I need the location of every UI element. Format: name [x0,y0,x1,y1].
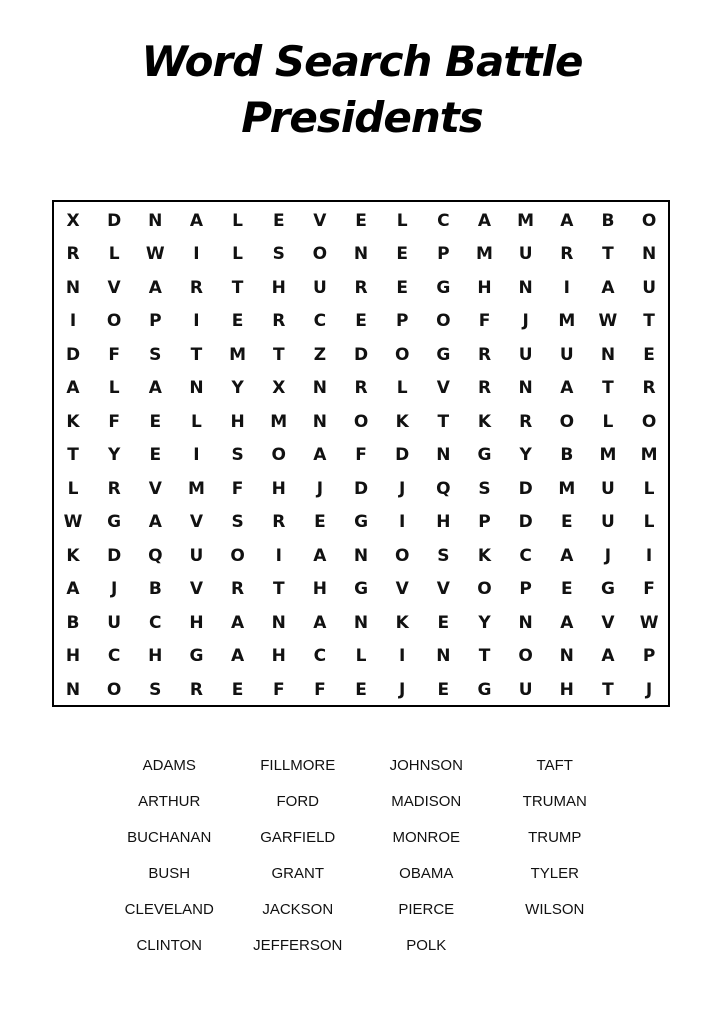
grid-letter[interactable]: D [353,344,369,365]
grid-letter[interactable]: K [477,411,492,432]
word-list-item: GARFIELD [260,829,336,846]
word-list-item: CLINTON [136,937,203,954]
word-list-item: TRUMP [528,829,582,846]
grid-letter[interactable]: V [189,512,204,532]
grid-letter[interactable]: H [148,646,163,666]
grid-letter[interactable]: Q [436,478,451,499]
grid-letter[interactable]: J [399,679,406,700]
grid-letter[interactable]: L [396,378,408,398]
grid-letter[interactable]: A [560,378,574,398]
grid-letter[interactable]: A [313,445,327,465]
word-list-item: PIERCE [398,901,455,918]
grid-letter[interactable]: N [65,277,81,298]
grid-letter[interactable]: N [518,378,533,398]
grid-letter[interactable]: P [642,646,656,666]
grid-letter[interactable]: L [191,411,202,432]
grid-letter[interactable]: A [560,210,574,231]
grid-letter[interactable]: P [149,311,162,331]
grid-letter[interactable]: E [560,512,573,532]
grid-letter[interactable]: L [396,210,408,231]
page-title [0,34,724,146]
grid-letter[interactable]: A [560,612,574,633]
grid-letter[interactable]: H [271,646,286,666]
grid-letter[interactable]: M [558,478,576,499]
grid-letter[interactable]: N [65,679,81,700]
grid-letter[interactable]: W [639,612,659,633]
grid-letter[interactable]: O [518,646,533,666]
grid-letter[interactable]: A [148,378,162,398]
grid-letter[interactable]: V [189,579,204,599]
grid-letter[interactable]: T [272,344,285,365]
grid-letter[interactable]: O [559,411,575,432]
grid-letter[interactable]: V [395,579,409,599]
grid-letter[interactable]: S [149,679,162,700]
word-list-item: FILLMORE [260,757,336,774]
grid-letter[interactable]: E [396,244,408,264]
grid-letter[interactable]: B [601,210,615,231]
grid-letter[interactable]: A [477,210,492,231]
word-list-item: FORD [276,793,319,810]
grid-letter[interactable]: L [643,512,655,532]
grid-letter[interactable]: H [65,646,81,666]
grid-letter[interactable]: D [518,512,533,532]
grid-letter[interactable]: E [355,679,367,700]
grid-letter[interactable]: V [313,210,327,231]
grid-letter[interactable]: U [601,512,615,532]
grid-letter[interactable]: L [232,210,244,231]
grid-letter[interactable]: O [312,244,328,264]
grid-letter[interactable]: N [641,244,657,264]
grid-letter[interactable]: F [272,679,285,700]
grid-letter[interactable]: Y [478,612,491,633]
word-list-item [491,928,620,964]
grid-letter[interactable]: I [399,646,406,666]
grid-letter[interactable]: G [436,277,451,298]
grid-letter[interactable]: J [316,478,324,499]
grid-letter[interactable]: T [231,277,244,298]
grid-letter[interactable]: D [395,445,410,465]
grid-letter[interactable]: R [477,378,492,398]
grid-letter[interactable]: P [395,311,409,331]
grid-letter[interactable]: L [602,411,614,432]
grid-letter[interactable]: U [642,277,656,298]
grid-letter[interactable]: O [106,679,122,700]
word-list-item: OBAMA [399,865,454,882]
grid-letter[interactable]: I [193,311,200,331]
grid-letter[interactable]: T [272,579,285,599]
word-list-item: TYLER [530,865,579,882]
word-list-item: GRANT [271,865,324,882]
grid-letter[interactable]: G [436,344,451,365]
grid-letter[interactable]: W [598,311,618,331]
grid-letter[interactable]: E [314,512,326,532]
grid-letter[interactable]: E [149,445,162,465]
grid-letter[interactable]: O [394,545,410,566]
word-list-item: BUSH [148,865,191,882]
grid-letter[interactable]: F [355,445,367,465]
grid-letter[interactable]: P [519,579,532,599]
grid-letter[interactable]: S [478,478,491,499]
grid-letter[interactable]: R [272,512,286,532]
grid-letter[interactable]: G [477,679,492,700]
grid-letter[interactable]: D [107,210,122,231]
grid-letter[interactable]: O [641,210,657,231]
grid-letter[interactable]: T [602,244,614,264]
grid-letter[interactable]: H [436,512,451,532]
grid-letter[interactable]: H [559,679,574,700]
grid-letter[interactable]: Y [231,378,244,398]
grid-letter[interactable]: I [275,545,282,566]
grid-letter[interactable]: J [399,478,406,499]
grid-letter[interactable]: B [148,579,162,599]
grid-letter[interactable]: E [643,344,655,365]
grid-letter[interactable]: L [108,244,120,264]
grid-letter[interactable]: E [437,679,450,700]
grid-letter[interactable]: A [148,277,162,298]
grid-letter[interactable]: E [231,679,244,700]
grid-letter[interactable]: U [107,612,122,633]
title-line-1: Word Search Battle [141,37,583,86]
grid-letter[interactable]: M [229,344,247,365]
grid-letter[interactable]: T [643,311,655,331]
grid-letter[interactable]: O [641,411,657,432]
grid-letter[interactable]: G [189,646,204,666]
grid-letter[interactable]: R [189,679,203,700]
grid-letter[interactable]: N [148,210,163,231]
grid-letter[interactable]: E [231,311,244,331]
grid-letter[interactable]: A [231,646,245,666]
grid-letter[interactable]: F [108,411,120,432]
grid-letter[interactable]: C [313,311,327,331]
grid-letter[interactable]: D [65,344,81,365]
grid-letter[interactable]: X [272,378,286,398]
grid-letter[interactable]: O [353,411,369,432]
grid-letter[interactable]: H [312,579,327,599]
grid-letter[interactable]: I [645,545,653,566]
grid-letter[interactable]: S [231,445,244,465]
grid-letter[interactable]: R [354,378,368,398]
title-line-2: Presidents [241,93,483,142]
grid-letter[interactable]: V [436,579,450,599]
grid-letter[interactable]: A [66,579,80,599]
grid-letter[interactable]: J [604,545,612,566]
grid-letter[interactable]: L [232,244,244,264]
grid-letter[interactable]: Y [519,445,532,465]
grid-letter[interactable]: E [272,210,285,231]
word-list-item: TAFT [536,757,573,774]
grid-letter[interactable]: G [477,445,492,465]
grid-letter[interactable]: F [108,344,120,365]
grid-letter[interactable]: R [189,277,203,298]
grid-letter[interactable]: T [602,679,614,700]
grid-letter[interactable]: W [63,512,83,532]
grid-letter[interactable]: N [436,445,451,465]
grid-letter[interactable]: E [355,311,367,331]
grid-letter[interactable]: G [600,579,615,599]
grid-letter[interactable]: U [601,478,615,499]
word-list-item: TRUMAN [522,793,587,810]
grid-letter[interactable]: A [313,545,327,566]
grid-letter[interactable]: N [559,646,574,666]
word-list-item: JACKSON [262,901,334,918]
word-list-item: BUCHANAN [127,829,212,846]
word-list-item: MADISON [391,793,462,810]
grid-letter[interactable]: M [640,445,658,465]
grid-letter[interactable]: F [314,679,326,700]
grid-letter[interactable]: M [270,411,288,432]
grid-letter[interactable]: H [477,277,492,298]
grid-letter[interactable]: L [355,646,367,666]
grid-letter[interactable]: A [148,512,162,532]
grid-letter[interactable]: H [271,478,286,499]
grid-letter[interactable]: A [231,612,245,633]
grid-letter[interactable]: U [518,344,533,365]
grid-letter[interactable]: N [353,545,369,566]
grid-letter[interactable]: N [353,244,369,264]
grid-letter[interactable]: O [436,311,451,331]
grid-letter[interactable]: J [110,579,118,599]
grid-letter[interactable]: V [436,378,450,398]
word-list-item: MONROE [392,829,460,846]
grid-letter[interactable]: E [560,579,573,599]
grid-letter[interactable]: O [477,579,492,599]
grid-letter[interactable]: H [271,277,286,298]
grid-letter[interactable]: S [437,545,450,566]
grid-letter[interactable]: M [599,445,617,465]
grid-letter[interactable]: T [190,344,203,365]
grid-letter[interactable]: M [187,478,205,499]
grid-letter[interactable]: L [67,478,79,499]
grid-letter[interactable]: R [107,478,121,499]
grid-letter[interactable]: U [518,244,533,264]
grid-letter[interactable]: T [602,378,614,398]
grid-letter[interactable]: C [437,210,450,231]
grid-letter[interactable]: P [478,512,491,532]
grid-letter[interactable]: A [601,277,615,298]
grid-letter[interactable]: N [600,344,616,365]
grid-letter[interactable]: H [189,612,204,633]
grid-letter[interactable]: J [645,679,653,700]
grid-letter[interactable]: R [354,277,368,298]
grid-letter[interactable]: V [148,478,162,499]
grid-letter[interactable]: K [477,545,492,566]
grid-letter[interactable]: R [477,344,492,365]
grid-letter[interactable]: O [271,445,286,465]
word-list-item: WILSON [525,901,585,918]
grid-letter[interactable]: N [518,277,533,298]
grid-letter[interactable]: A [560,545,574,566]
grid-letter[interactable]: R [231,579,245,599]
grid-letter[interactable]: K [66,545,80,566]
word-list-item: JEFFERSON [253,937,343,954]
grid-letter[interactable]: V [107,277,121,298]
grid-letter[interactable]: X [66,210,80,231]
word-list-item: CLEVELAND [124,901,214,918]
grid-letter[interactable]: T [67,445,79,465]
grid-letter[interactable]: A [313,612,327,633]
grid-letter[interactable]: L [108,378,120,398]
grid-letter[interactable]: B [560,445,574,465]
grid-letter[interactable]: F [478,311,491,331]
grid-letter[interactable]: S [231,512,244,532]
grid-letter[interactable]: L [643,478,655,499]
word-list-item: JOHNSON [389,757,463,774]
grid-letter[interactable]: E [396,277,408,298]
grid-letter[interactable]: O [394,344,410,365]
grid-letter[interactable]: I [193,244,200,264]
grid-letter[interactable]: K [66,411,80,432]
grid-letter[interactable]: P [437,244,450,264]
grid-letter[interactable]: W [145,244,165,264]
grid-letter[interactable]: C [149,612,162,633]
grid-letter[interactable]: F [643,579,655,599]
grid-letter[interactable]: D [518,478,533,499]
grid-letter[interactable]: I [193,445,200,465]
grid-letter[interactable]: C [107,646,121,666]
grid-letter[interactable]: M [517,210,535,231]
word-list-item: POLK [406,937,447,954]
grid-letter[interactable]: H [230,411,245,432]
grid-letter[interactable]: E [149,411,162,432]
grid-letter[interactable]: O [106,311,122,331]
grid-letter[interactable]: I [399,512,406,532]
grid-letter[interactable]: Z [313,344,327,365]
grid-letter[interactable]: U [559,344,574,365]
grid-letter[interactable]: J [522,311,529,331]
grid-letter[interactable]: Q [148,545,163,566]
word-list-item: ADAMS [142,757,196,774]
grid-letter[interactable]: N [312,411,327,432]
grid-letter[interactable]: G [107,512,122,532]
grid-letter[interactable]: O [230,545,245,566]
grid-letter[interactable]: D [107,545,122,566]
grid-letter[interactable]: I [563,277,570,298]
grid-letter[interactable]: A [189,210,204,231]
grid-letter[interactable]: G [354,512,369,532]
grid-letter[interactable]: M [558,311,576,331]
grid-letter[interactable]: R [66,244,80,264]
grid-letter[interactable]: V [601,612,615,633]
grid-letter[interactable]: N [518,612,533,633]
grid-letter[interactable]: R [560,244,574,264]
word-list-item: ARTHUR [138,793,201,810]
grid-letter[interactable]: R [642,378,656,398]
grid-letter[interactable]: S [149,344,162,365]
grid-letter[interactable]: F [231,478,244,499]
grid-letter[interactable]: U [518,679,533,700]
grid-letter[interactable]: Y [107,445,121,465]
grid-letter[interactable]: E [437,612,450,633]
grid-letter[interactable]: N [312,378,327,398]
grid-letter[interactable]: K [395,612,409,633]
grid-letter[interactable]: E [355,210,367,231]
grid-letter[interactable]: N [436,646,451,666]
grid-letter[interactable]: U [189,545,204,566]
grid-letter[interactable]: N [189,378,204,398]
grid-letter[interactable]: A [66,378,80,398]
grid-letter[interactable]: B [66,612,80,633]
grid-letter[interactable]: D [353,478,369,499]
grid-letter[interactable]: C [313,646,327,666]
grid-letter[interactable]: T [437,411,450,432]
grid-letter[interactable]: N [353,612,369,633]
grid-letter[interactable]: M [476,244,493,264]
grid-letter[interactable]: A [601,646,615,666]
grid-letter[interactable]: N [271,612,286,633]
word-search-grid [52,200,670,707]
grid-letter[interactable]: R [519,411,533,432]
grid-letter[interactable]: S [272,244,285,264]
grid-letter[interactable]: R [272,311,286,331]
grid-letter[interactable]: I [69,311,77,331]
grid-letter[interactable]: K [395,411,409,432]
grid-letter[interactable]: C [519,545,532,566]
grid-letter[interactable]: T [478,646,491,666]
grid-letter[interactable]: G [354,579,369,599]
word-list [105,748,619,964]
grid-letter[interactable]: U [312,277,327,298]
